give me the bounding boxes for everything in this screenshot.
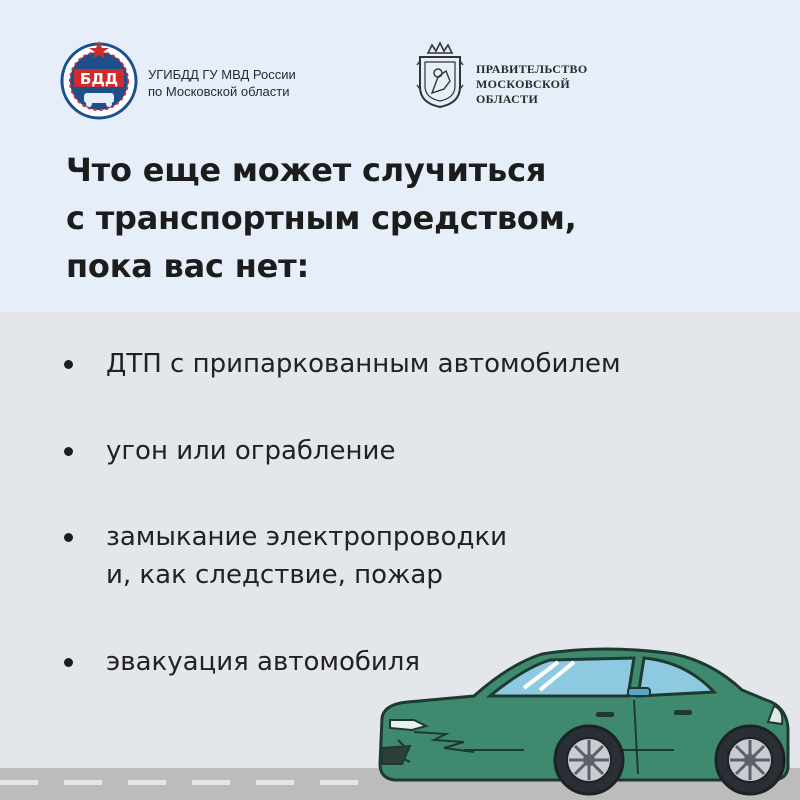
gov-name-line2: МОСКОВСКОЙ xyxy=(476,77,570,91)
bullet-text: ДТП с припаркованным автомобилем xyxy=(106,349,621,379)
gibdd-logo-text: БДД xyxy=(79,70,119,88)
org-name xyxy=(148,66,296,100)
org-name-line1: УГИБДД ГУ МВД России xyxy=(148,67,296,82)
headline xyxy=(66,146,577,290)
bullet-text: эвакуация автомобиля xyxy=(106,647,421,677)
headline-line1: Что еще может случиться xyxy=(66,151,547,189)
bullet-text-continuation: и, как следствие, пожар xyxy=(106,560,443,590)
gibdd-logo-icon xyxy=(60,39,138,121)
bullet-dot-icon xyxy=(64,447,73,456)
bullet-dot-icon xyxy=(64,533,73,542)
bullet-dot-icon xyxy=(64,658,73,667)
damaged-car-icon xyxy=(374,640,794,800)
org-name-line2: по Московской области xyxy=(148,84,290,99)
headline-line3: пока вас нет: xyxy=(66,247,310,285)
bullet-text: угон или ограбление xyxy=(106,436,396,466)
gov-name-line3: ОБЛАСТИ xyxy=(476,92,539,106)
gov-name xyxy=(476,62,587,107)
coat-of-arms-icon xyxy=(414,41,466,109)
gov-name-line1: ПРАВИТЕЛЬСТВО xyxy=(476,62,588,76)
bullet-text: замыкание электропроводки xyxy=(106,522,508,552)
headline-line2: с транспортным средством, xyxy=(66,199,577,237)
bullet-dot-icon xyxy=(64,360,73,369)
